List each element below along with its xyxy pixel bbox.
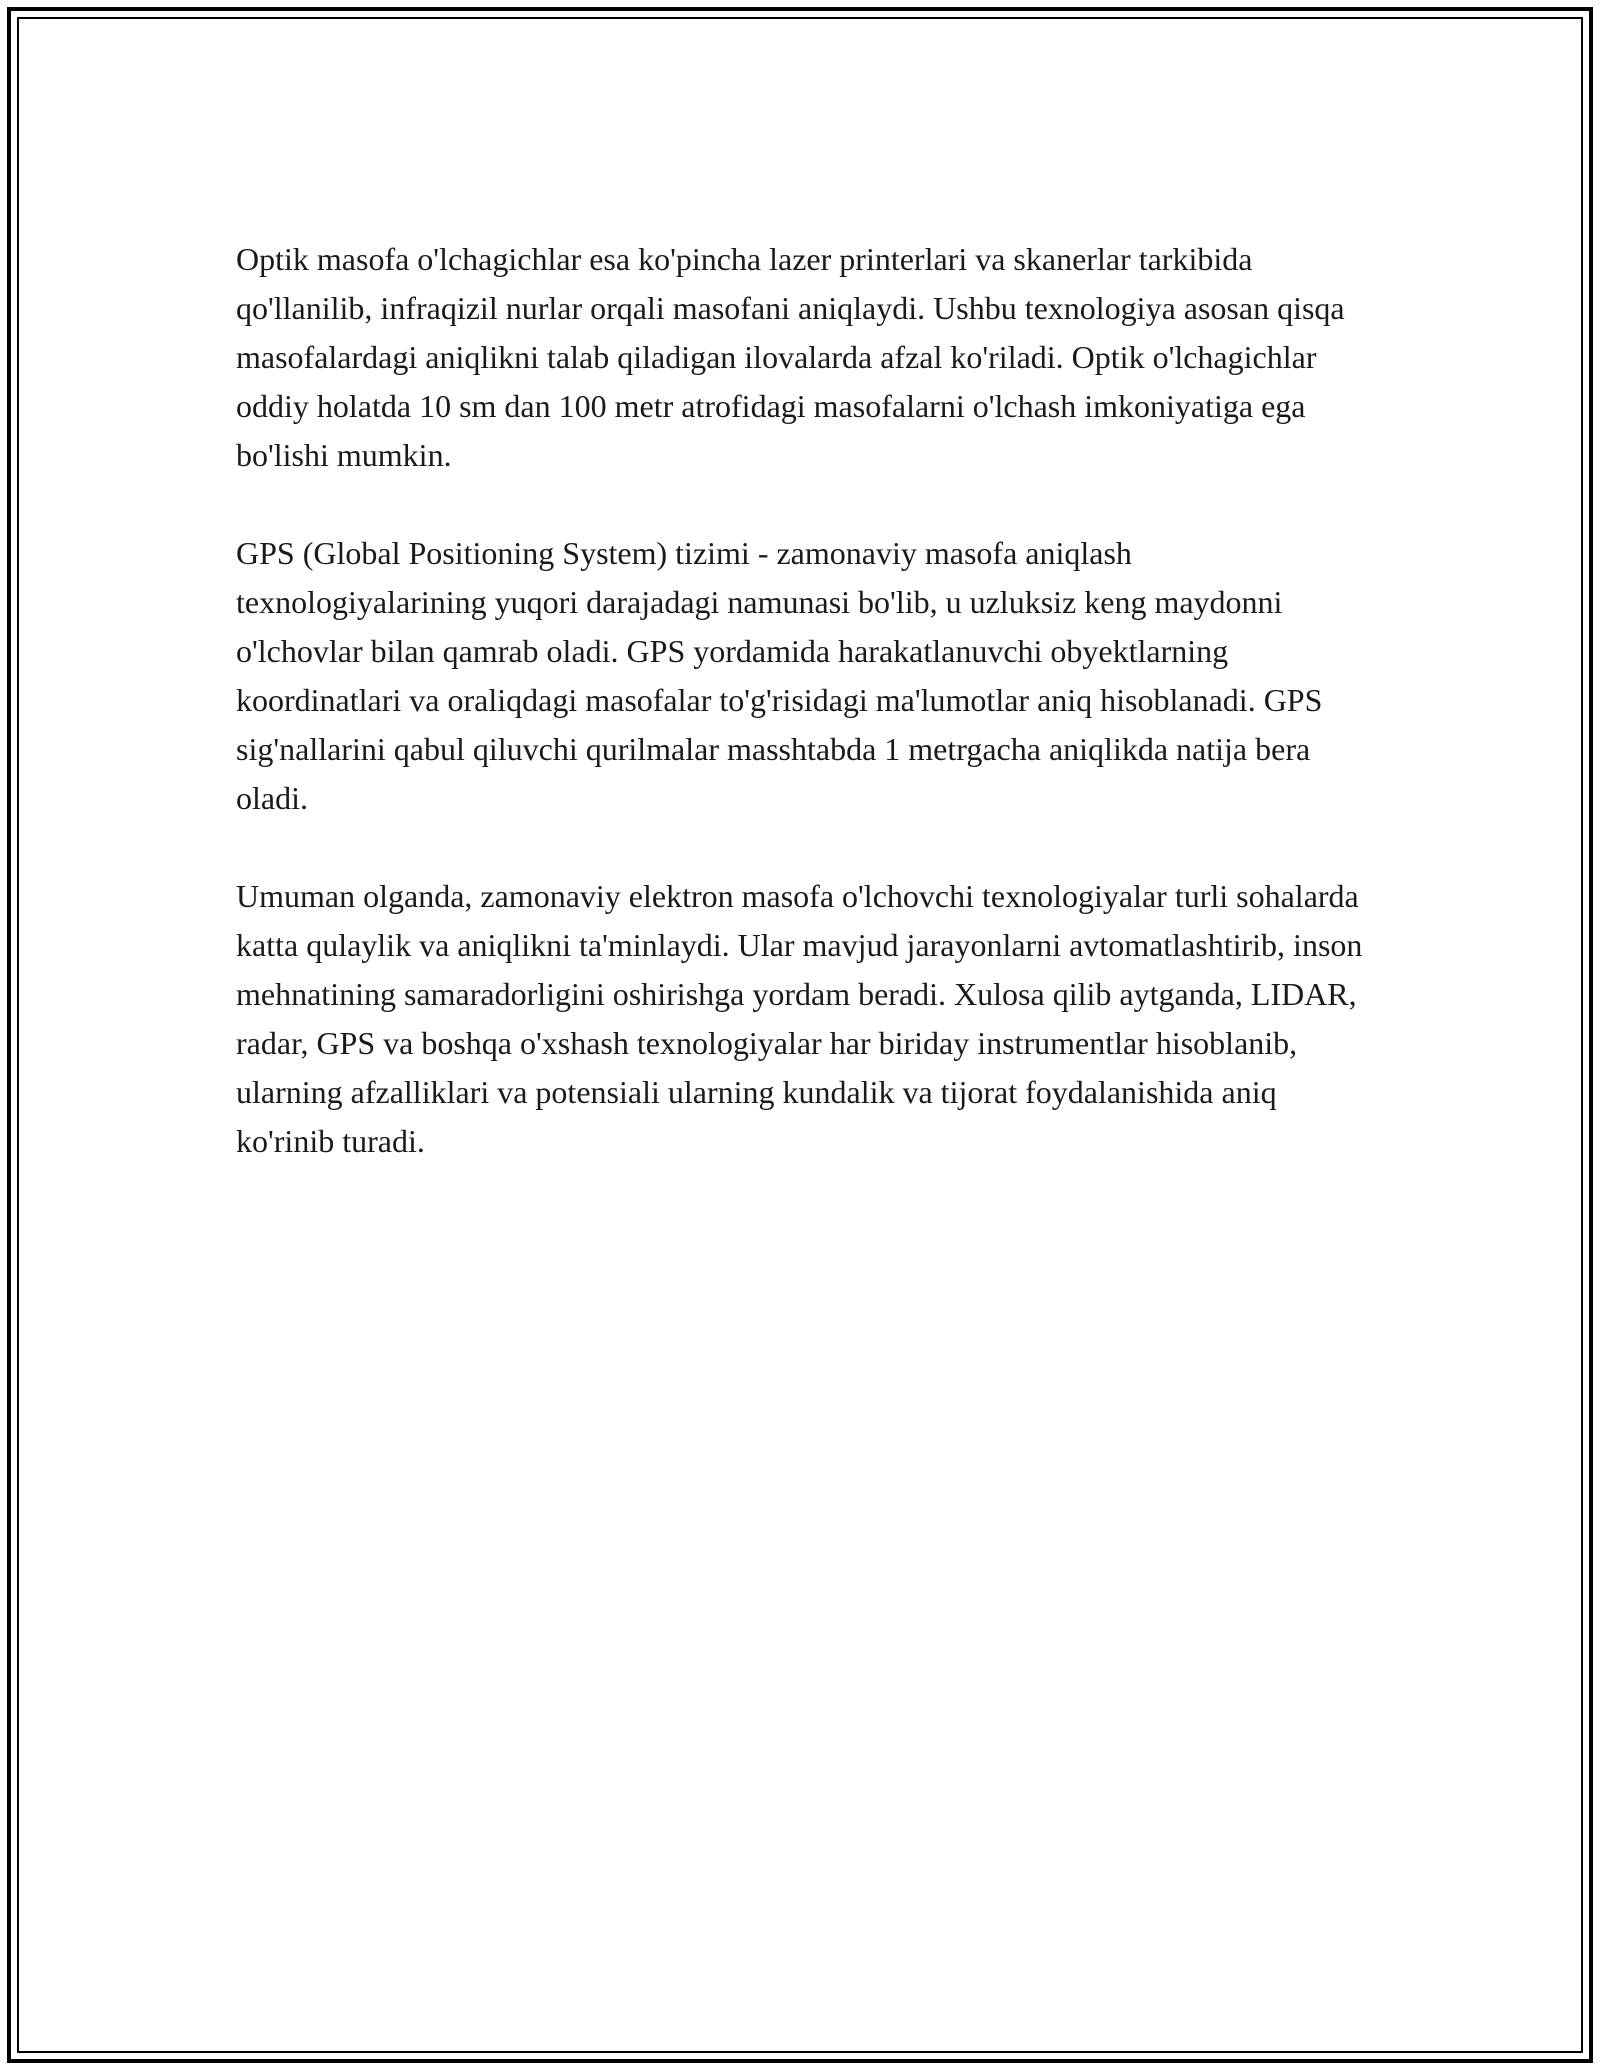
paragraph-gps: GPS (Global Positioning System) tizimi - zamonaviy masofa aniqlash texnologiyalarining yuqori darajadagi namunasi bo'lib, u uzluksiz keng maydonni o'lchovlar bilan qamrab oladi. GPS yordamida harakatlanuvchi obyektlarning koordinatlari va oraliqdagi masofalar to'g'risidagi ma'lumotlar aniq hisoblanadi. GPS sig'nallarini qabul qiluvchi qurilmalar masshtabda 1 metrgacha aniqlikda natija bera oladi.	[236, 535, 1323, 816]
paragraph-conclusion: Umuman olganda, zamonaviy elektron masofa o'lchovchi texnologiyalar turli sohalarda katta qulaylik va aniqlikni ta'minlaydi. Ular mavjud jarayonlarni avtomatlashtirib, inson mehnatining samaradorligini oshirishga yordam beradi. Xulosa qilib aytganda, LIDAR, radar, GPS va boshqa o'xshash texnologiyalar har biriday instrumentlar hisoblanib, ularning afzalliklari va potensiali ularning kundalik va tijorat foydalanishida aniq ko'rinib turadi.	[236, 878, 1363, 1159]
paragraph-optical-rangefinders: Optik masofa o'lchagichlar esa ko'pincha lazer printerlari va skanerlar tarkibida qo'llanilib, infraqizil nurlar orqali masofani aniqlaydi. Ushbu texnologiya asosan qisqa masofalardagi aniqlikni talab qiladigan ilovalarda afzal ko'riladi. Optik o'lchagichlar oddiy holatda 10 sm dan 100 metr atrofidagi masofalarni o'lchash imkoniyatiga ega bo'lishi mumkin.	[236, 241, 1345, 473]
document-body	[236, 235, 1366, 1215]
